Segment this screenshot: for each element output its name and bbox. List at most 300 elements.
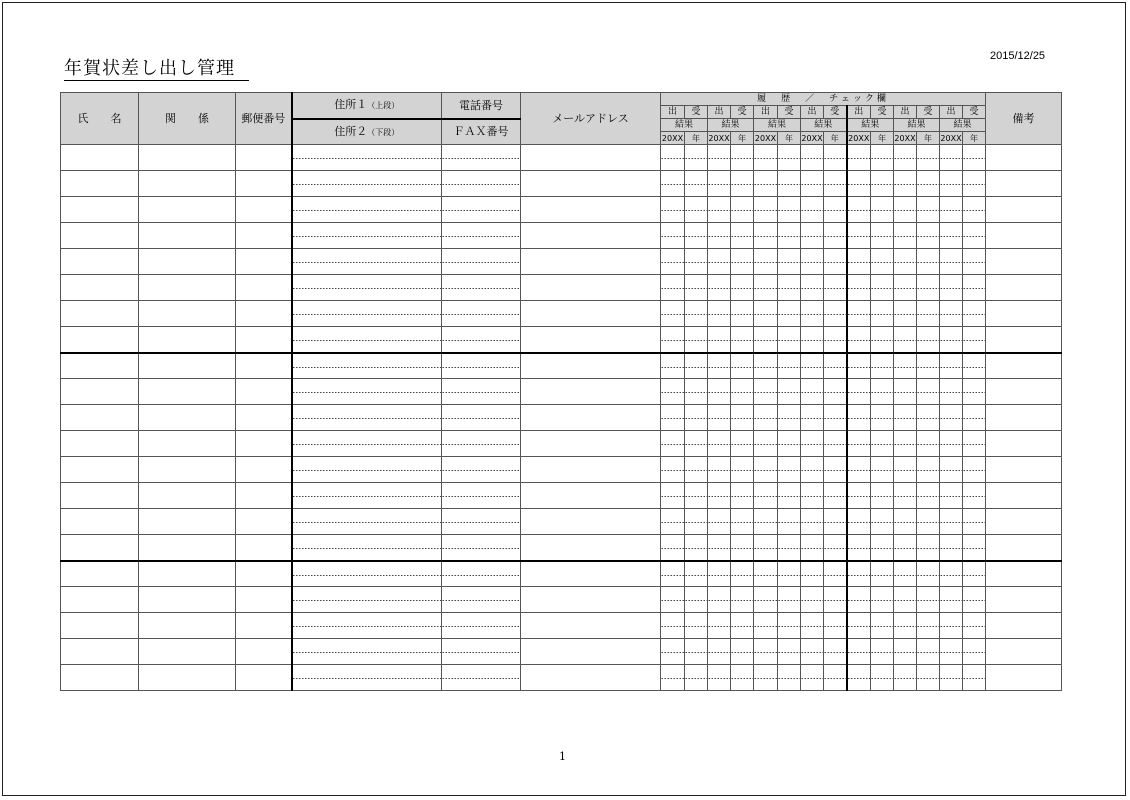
cell-name[interactable] — [61, 223, 139, 249]
cell-history[interactable] — [778, 613, 801, 639]
cell-phone-fax[interactable] — [442, 483, 521, 509]
cell-history[interactable] — [871, 613, 894, 639]
cell-history[interactable] — [754, 301, 778, 327]
cell-history[interactable] — [661, 587, 685, 613]
cell-postal[interactable] — [236, 509, 292, 535]
cell-history[interactable] — [708, 431, 731, 457]
cell-history[interactable] — [685, 587, 708, 613]
cell-history[interactable] — [754, 171, 778, 197]
cell-history[interactable] — [963, 301, 986, 327]
cell-history[interactable] — [824, 587, 847, 613]
cell-history[interactable] — [754, 405, 778, 431]
cell-address[interactable] — [292, 171, 442, 197]
cell-history[interactable] — [917, 613, 940, 639]
cell-history[interactable] — [871, 665, 894, 691]
cell-name[interactable] — [61, 639, 139, 665]
cell-postal[interactable] — [236, 483, 292, 509]
cell-phone-fax[interactable] — [442, 249, 521, 275]
cell-email[interactable] — [521, 639, 661, 665]
cell-history[interactable] — [661, 145, 685, 171]
cell-relation[interactable] — [139, 145, 236, 171]
cell-history[interactable] — [847, 301, 871, 327]
cell-history[interactable] — [917, 665, 940, 691]
cell-history[interactable] — [940, 145, 963, 171]
cell-history[interactable] — [894, 171, 917, 197]
cell-history[interactable] — [894, 275, 917, 301]
cell-history[interactable] — [940, 561, 963, 587]
cell-history[interactable] — [917, 197, 940, 223]
cell-history[interactable] — [661, 431, 685, 457]
cell-history[interactable] — [824, 535, 847, 561]
cell-relation[interactable] — [139, 509, 236, 535]
cell-history[interactable] — [847, 665, 871, 691]
cell-history[interactable] — [871, 171, 894, 197]
cell-history[interactable] — [940, 613, 963, 639]
cell-notes[interactable] — [986, 405, 1062, 431]
cell-history[interactable] — [871, 301, 894, 327]
cell-address[interactable] — [292, 613, 442, 639]
cell-phone-fax[interactable] — [442, 665, 521, 691]
cell-history[interactable] — [685, 483, 708, 509]
cell-history[interactable] — [894, 457, 917, 483]
cell-notes[interactable] — [986, 639, 1062, 665]
cell-history[interactable] — [731, 249, 754, 275]
cell-email[interactable] — [521, 275, 661, 301]
cell-address[interactable] — [292, 483, 442, 509]
cell-history[interactable] — [940, 535, 963, 561]
cell-history[interactable] — [661, 353, 685, 379]
cell-history[interactable] — [894, 483, 917, 509]
cell-notes[interactable] — [986, 353, 1062, 379]
cell-relation[interactable] — [139, 665, 236, 691]
cell-history[interactable] — [685, 197, 708, 223]
cell-phone-fax[interactable] — [442, 535, 521, 561]
cell-address[interactable] — [292, 665, 442, 691]
cell-history[interactable] — [801, 301, 824, 327]
cell-history[interactable] — [871, 483, 894, 509]
cell-phone-fax[interactable] — [442, 379, 521, 405]
cell-relation[interactable] — [139, 301, 236, 327]
cell-history[interactable] — [685, 353, 708, 379]
cell-history[interactable] — [731, 275, 754, 301]
cell-email[interactable] — [521, 483, 661, 509]
cell-history[interactable] — [801, 457, 824, 483]
cell-history[interactable] — [894, 249, 917, 275]
cell-history[interactable] — [661, 457, 685, 483]
cell-address[interactable] — [292, 301, 442, 327]
cell-phone-fax[interactable] — [442, 457, 521, 483]
cell-history[interactable] — [685, 249, 708, 275]
cell-history[interactable] — [940, 197, 963, 223]
cell-notes[interactable] — [986, 431, 1062, 457]
cell-history[interactable] — [894, 639, 917, 665]
cell-history[interactable] — [778, 301, 801, 327]
cell-history[interactable] — [847, 535, 871, 561]
cell-history[interactable] — [661, 561, 685, 587]
cell-history[interactable] — [847, 223, 871, 249]
cell-history[interactable] — [754, 249, 778, 275]
cell-history[interactable] — [685, 431, 708, 457]
cell-history[interactable] — [708, 561, 731, 587]
cell-history[interactable] — [661, 275, 685, 301]
cell-history[interactable] — [871, 639, 894, 665]
cell-history[interactable] — [801, 535, 824, 561]
cell-history[interactable] — [894, 223, 917, 249]
cell-history[interactable] — [963, 587, 986, 613]
cell-phone-fax[interactable] — [442, 145, 521, 171]
cell-history[interactable] — [963, 327, 986, 353]
cell-history[interactable] — [708, 535, 731, 561]
cell-history[interactable] — [778, 353, 801, 379]
cell-history[interactable] — [778, 483, 801, 509]
cell-history[interactable] — [940, 223, 963, 249]
cell-history[interactable] — [871, 587, 894, 613]
cell-relation[interactable] — [139, 405, 236, 431]
cell-history[interactable] — [801, 405, 824, 431]
cell-history[interactable] — [963, 223, 986, 249]
cell-notes[interactable] — [986, 509, 1062, 535]
cell-name[interactable] — [61, 275, 139, 301]
cell-history[interactable] — [824, 561, 847, 587]
cell-address[interactable] — [292, 639, 442, 665]
cell-history[interactable] — [801, 379, 824, 405]
cell-history[interactable] — [708, 353, 731, 379]
cell-postal[interactable] — [236, 431, 292, 457]
cell-address[interactable] — [292, 197, 442, 223]
cell-email[interactable] — [521, 249, 661, 275]
cell-history[interactable] — [708, 613, 731, 639]
cell-history[interactable] — [685, 665, 708, 691]
cell-history[interactable] — [824, 145, 847, 171]
cell-history[interactable] — [754, 431, 778, 457]
cell-email[interactable] — [521, 535, 661, 561]
cell-relation[interactable] — [139, 561, 236, 587]
cell-history[interactable] — [917, 145, 940, 171]
cell-address[interactable] — [292, 509, 442, 535]
cell-name[interactable] — [61, 587, 139, 613]
cell-history[interactable] — [940, 587, 963, 613]
cell-history[interactable] — [754, 639, 778, 665]
cell-history[interactable] — [754, 483, 778, 509]
cell-name[interactable] — [61, 249, 139, 275]
cell-history[interactable] — [754, 145, 778, 171]
cell-postal[interactable] — [236, 301, 292, 327]
cell-name[interactable] — [61, 171, 139, 197]
cell-email[interactable] — [521, 431, 661, 457]
cell-history[interactable] — [824, 249, 847, 275]
cell-history[interactable] — [708, 405, 731, 431]
cell-history[interactable] — [754, 275, 778, 301]
cell-history[interactable] — [731, 171, 754, 197]
cell-history[interactable] — [963, 275, 986, 301]
cell-name[interactable] — [61, 301, 139, 327]
cell-history[interactable] — [754, 665, 778, 691]
cell-history[interactable] — [894, 509, 917, 535]
cell-history[interactable] — [801, 249, 824, 275]
cell-notes[interactable] — [986, 535, 1062, 561]
cell-email[interactable] — [521, 223, 661, 249]
cell-address[interactable] — [292, 327, 442, 353]
cell-history[interactable] — [685, 405, 708, 431]
cell-history[interactable] — [708, 639, 731, 665]
cell-history[interactable] — [824, 275, 847, 301]
cell-history[interactable] — [894, 587, 917, 613]
cell-relation[interactable] — [139, 223, 236, 249]
cell-phone-fax[interactable] — [442, 431, 521, 457]
cell-history[interactable] — [894, 379, 917, 405]
cell-postal[interactable] — [236, 145, 292, 171]
cell-history[interactable] — [963, 535, 986, 561]
cell-history[interactable] — [824, 483, 847, 509]
cell-name[interactable] — [61, 509, 139, 535]
cell-address[interactable] — [292, 379, 442, 405]
cell-name[interactable] — [61, 353, 139, 379]
cell-history[interactable] — [847, 483, 871, 509]
cell-history[interactable] — [824, 171, 847, 197]
cell-relation[interactable] — [139, 613, 236, 639]
cell-history[interactable] — [963, 171, 986, 197]
cell-history[interactable] — [708, 301, 731, 327]
cell-phone-fax[interactable] — [442, 327, 521, 353]
cell-history[interactable] — [824, 431, 847, 457]
cell-history[interactable] — [871, 197, 894, 223]
cell-history[interactable] — [824, 379, 847, 405]
cell-email[interactable] — [521, 327, 661, 353]
cell-relation[interactable] — [139, 171, 236, 197]
cell-relation[interactable] — [139, 353, 236, 379]
cell-postal[interactable] — [236, 405, 292, 431]
cell-name[interactable] — [61, 197, 139, 223]
cell-history[interactable] — [778, 587, 801, 613]
cell-notes[interactable] — [986, 665, 1062, 691]
cell-postal[interactable] — [236, 197, 292, 223]
cell-history[interactable] — [685, 535, 708, 561]
cell-history[interactable] — [778, 249, 801, 275]
cell-history[interactable] — [708, 509, 731, 535]
cell-history[interactable] — [871, 249, 894, 275]
cell-email[interactable] — [521, 613, 661, 639]
cell-history[interactable] — [824, 405, 847, 431]
cell-phone-fax[interactable] — [442, 197, 521, 223]
cell-history[interactable] — [685, 561, 708, 587]
cell-name[interactable] — [61, 535, 139, 561]
cell-address[interactable] — [292, 561, 442, 587]
cell-notes[interactable] — [986, 197, 1062, 223]
cell-history[interactable] — [685, 639, 708, 665]
cell-history[interactable] — [824, 613, 847, 639]
cell-history[interactable] — [871, 405, 894, 431]
cell-history[interactable] — [708, 457, 731, 483]
cell-phone-fax[interactable] — [442, 223, 521, 249]
cell-history[interactable] — [963, 457, 986, 483]
cell-address[interactable] — [292, 353, 442, 379]
cell-history[interactable] — [894, 431, 917, 457]
cell-history[interactable] — [661, 171, 685, 197]
cell-postal[interactable] — [236, 639, 292, 665]
cell-notes[interactable] — [986, 613, 1062, 639]
cell-history[interactable] — [963, 405, 986, 431]
cell-history[interactable] — [963, 561, 986, 587]
cell-history[interactable] — [731, 405, 754, 431]
cell-history[interactable] — [708, 587, 731, 613]
cell-history[interactable] — [731, 431, 754, 457]
cell-history[interactable] — [778, 665, 801, 691]
cell-email[interactable] — [521, 145, 661, 171]
cell-phone-fax[interactable] — [442, 587, 521, 613]
cell-email[interactable] — [521, 405, 661, 431]
cell-history[interactable] — [778, 405, 801, 431]
cell-address[interactable] — [292, 249, 442, 275]
cell-email[interactable] — [521, 353, 661, 379]
cell-postal[interactable] — [236, 327, 292, 353]
cell-history[interactable] — [917, 171, 940, 197]
cell-history[interactable] — [685, 223, 708, 249]
cell-history[interactable] — [661, 405, 685, 431]
cell-history[interactable] — [824, 457, 847, 483]
cell-email[interactable] — [521, 509, 661, 535]
cell-history[interactable] — [661, 613, 685, 639]
cell-postal[interactable] — [236, 275, 292, 301]
cell-address[interactable] — [292, 275, 442, 301]
cell-history[interactable] — [754, 587, 778, 613]
cell-phone-fax[interactable] — [442, 509, 521, 535]
cell-history[interactable] — [963, 379, 986, 405]
cell-relation[interactable] — [139, 431, 236, 457]
cell-history[interactable] — [661, 639, 685, 665]
cell-history[interactable] — [917, 431, 940, 457]
cell-phone-fax[interactable] — [442, 613, 521, 639]
cell-history[interactable] — [661, 249, 685, 275]
cell-notes[interactable] — [986, 171, 1062, 197]
cell-history[interactable] — [940, 327, 963, 353]
cell-relation[interactable] — [139, 535, 236, 561]
cell-name[interactable] — [61, 483, 139, 509]
cell-history[interactable] — [801, 587, 824, 613]
cell-history[interactable] — [824, 353, 847, 379]
cell-address[interactable] — [292, 431, 442, 457]
cell-history[interactable] — [847, 275, 871, 301]
cell-history[interactable] — [963, 509, 986, 535]
cell-history[interactable] — [894, 145, 917, 171]
cell-history[interactable] — [871, 457, 894, 483]
cell-history[interactable] — [847, 249, 871, 275]
cell-history[interactable] — [778, 509, 801, 535]
cell-history[interactable] — [661, 535, 685, 561]
cell-relation[interactable] — [139, 639, 236, 665]
cell-history[interactable] — [963, 249, 986, 275]
cell-history[interactable] — [731, 353, 754, 379]
cell-history[interactable] — [847, 171, 871, 197]
cell-history[interactable] — [754, 379, 778, 405]
cell-history[interactable] — [894, 197, 917, 223]
cell-history[interactable] — [801, 197, 824, 223]
cell-email[interactable] — [521, 665, 661, 691]
cell-history[interactable] — [754, 613, 778, 639]
cell-notes[interactable] — [986, 561, 1062, 587]
cell-name[interactable] — [61, 379, 139, 405]
cell-history[interactable] — [871, 509, 894, 535]
cell-history[interactable] — [894, 405, 917, 431]
cell-history[interactable] — [917, 275, 940, 301]
cell-phone-fax[interactable] — [442, 275, 521, 301]
cell-history[interactable] — [661, 665, 685, 691]
cell-history[interactable] — [847, 613, 871, 639]
cell-address[interactable] — [292, 145, 442, 171]
cell-history[interactable] — [731, 457, 754, 483]
cell-history[interactable] — [871, 561, 894, 587]
cell-history[interactable] — [778, 639, 801, 665]
cell-history[interactable] — [824, 639, 847, 665]
cell-history[interactable] — [754, 353, 778, 379]
cell-history[interactable] — [661, 223, 685, 249]
cell-history[interactable] — [963, 665, 986, 691]
cell-phone-fax[interactable] — [442, 353, 521, 379]
cell-history[interactable] — [801, 431, 824, 457]
cell-name[interactable] — [61, 145, 139, 171]
cell-history[interactable] — [917, 483, 940, 509]
cell-history[interactable] — [801, 145, 824, 171]
cell-history[interactable] — [940, 457, 963, 483]
cell-history[interactable] — [871, 379, 894, 405]
cell-relation[interactable] — [139, 379, 236, 405]
cell-history[interactable] — [731, 145, 754, 171]
cell-history[interactable] — [778, 431, 801, 457]
cell-history[interactable] — [917, 457, 940, 483]
cell-history[interactable] — [754, 197, 778, 223]
cell-phone-fax[interactable] — [442, 171, 521, 197]
cell-history[interactable] — [940, 509, 963, 535]
cell-relation[interactable] — [139, 275, 236, 301]
cell-history[interactable] — [847, 639, 871, 665]
cell-history[interactable] — [917, 249, 940, 275]
cell-history[interactable] — [661, 379, 685, 405]
cell-postal[interactable] — [236, 249, 292, 275]
cell-history[interactable] — [731, 197, 754, 223]
cell-history[interactable] — [708, 145, 731, 171]
cell-history[interactable] — [708, 327, 731, 353]
cell-history[interactable] — [824, 301, 847, 327]
cell-history[interactable] — [685, 613, 708, 639]
cell-email[interactable] — [521, 379, 661, 405]
cell-history[interactable] — [894, 535, 917, 561]
cell-history[interactable] — [801, 483, 824, 509]
cell-history[interactable] — [778, 457, 801, 483]
cell-history[interactable] — [871, 535, 894, 561]
cell-history[interactable] — [871, 223, 894, 249]
cell-history[interactable] — [963, 483, 986, 509]
cell-history[interactable] — [847, 431, 871, 457]
cell-history[interactable] — [801, 639, 824, 665]
cell-name[interactable] — [61, 431, 139, 457]
cell-relation[interactable] — [139, 587, 236, 613]
cell-history[interactable] — [894, 327, 917, 353]
cell-history[interactable] — [801, 665, 824, 691]
cell-history[interactable] — [731, 379, 754, 405]
cell-history[interactable] — [778, 275, 801, 301]
cell-history[interactable] — [778, 535, 801, 561]
cell-history[interactable] — [940, 665, 963, 691]
cell-postal[interactable] — [236, 353, 292, 379]
cell-address[interactable] — [292, 587, 442, 613]
cell-history[interactable] — [801, 275, 824, 301]
cell-notes[interactable] — [986, 457, 1062, 483]
cell-history[interactable] — [940, 353, 963, 379]
cell-history[interactable] — [754, 327, 778, 353]
cell-history[interactable] — [894, 561, 917, 587]
cell-history[interactable] — [754, 535, 778, 561]
cell-history[interactable] — [917, 509, 940, 535]
cell-history[interactable] — [731, 223, 754, 249]
